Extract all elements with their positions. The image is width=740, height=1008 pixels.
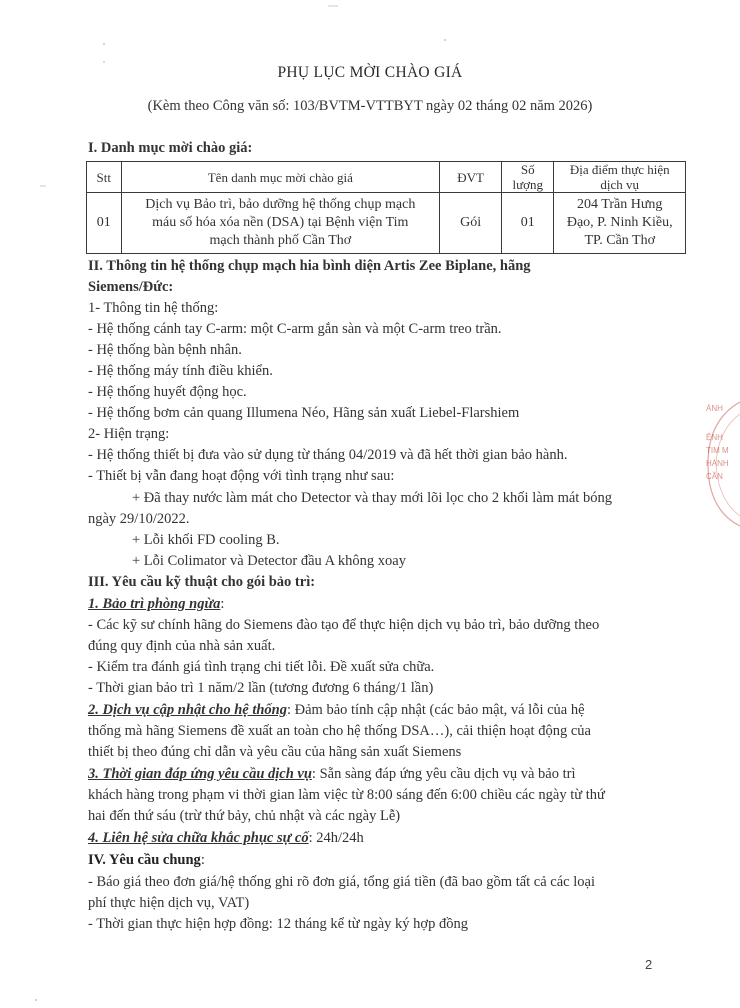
col-location-line1: Địa điểm thực hiện (569, 162, 670, 177)
col-stt: Stt (87, 162, 122, 193)
cell-unit: Gói (440, 193, 502, 254)
stamp-text: ẢNH (706, 404, 723, 413)
cell-location-line3: TP. Cần Thơ (584, 233, 655, 248)
list-item: - Các kỹ sư chính hãng do Siemens đào tạo để thực hiện dịch vụ bảo trì, bảo dưỡng theo (88, 617, 600, 633)
cell-location-line1: 204 Trần Hưng (577, 197, 663, 212)
section3-heading: III. Yêu cầu kỹ thuật cho gói bảo trì: (88, 574, 316, 590)
p3-text-line: hai đến thứ sáu (trừ thứ bảy, chủ nhật và các ngày Lễ) (88, 808, 401, 824)
cell-location-line2: Đạo, P. Ninh Kiều, (566, 215, 673, 230)
section1-heading: I. Danh mục mời chào giá: (88, 140, 253, 156)
list-item: - Báo giá theo đơn giá/hệ thống ghi rõ đơn giá, tổng giá tiền (đã bao gồm tất cả các loại (88, 874, 595, 890)
detail-line: + Lỗi Colimator và Detector đầu A không xoay (132, 553, 406, 569)
detail-line: ngày 29/10/2022. (88, 511, 190, 527)
p2-text: : Đảm bảo tính cập nhật (các bảo mật, vá lỗi của hệ (287, 702, 585, 718)
list-item: - Hệ thống huyết động học. (88, 384, 247, 400)
stamp-text: TIM M (706, 446, 729, 455)
document-subtitle: (Kèm theo Công văn số: 103/BVTM-VTTBYT ngày 02 tháng 02 năm 2026) (147, 98, 593, 114)
detail-line: + Lỗi khối FD cooling B. (132, 532, 280, 548)
p3-title: 3. Thời gian đáp ứng yêu cầu dịch vụ (88, 766, 312, 782)
stamp-text: ỆNH (706, 433, 723, 442)
col-location-line2: dịch vụ (600, 177, 640, 192)
list-item: đúng quy định của nhà sản xuất. (88, 638, 276, 654)
stamp-text: CẦN (706, 472, 723, 481)
status-line: - Hệ thống thiết bị đưa vào sử dụng từ tháng 04/2019 và đã hết thời gian bảo hành. (88, 447, 568, 463)
p4-text: : 24h/24h (308, 830, 364, 846)
status-line: - Thiết bị vẫn đang hoạt động với tình trạng như sau: (88, 468, 395, 484)
p4-title: 4. Liên hệ sửa chữa khắc phục sự cố (88, 830, 309, 846)
list-item: - Thời gian thực hiện hợp đồng: 12 tháng kể từ ngày ký hợp đồng (88, 916, 468, 932)
list-item: - Kiểm tra đánh giá tình trạng chi tiết lỗi. Đề xuất sửa chữa. (88, 659, 435, 675)
section4-colon: : (200, 852, 205, 868)
col-name: Tên danh mục mời chào giá (121, 162, 440, 193)
p2-text-line: thiết bị theo đúng chỉ dẫn và yêu cầu của hãng sản xuất Siemens (88, 744, 462, 760)
section2-heading-line2: Siemens/Đức: (88, 279, 174, 295)
p1-title: 1. Bảo trì phòng ngừa (88, 596, 221, 612)
list-item: phí thực hiện dịch vụ, VAT) (88, 895, 250, 911)
p3-text-line: khách hàng trong phạm vi thời gian làm việc từ 8:00 sáng đến 6:00 chiều các ngày từ thứ (88, 787, 605, 803)
cell-name-line1: Dịch vụ Bảo trì, bảo dưỡng hệ thống chụp mạch (145, 197, 416, 212)
cell-qty: 01 (502, 193, 554, 254)
list-item: - Hệ thống cánh tay C-arm: một C-arm gắn sàn và một C-arm treo trần. (88, 321, 502, 337)
list-item: - Hệ thống máy tính điều khiển. (88, 363, 273, 379)
p2-title: 2. Dịch vụ cập nhật cho hệ thống (88, 702, 287, 718)
list-item: - Thời gian bảo trì 1 năm/2 lần (tương đương 6 tháng/1 lần) (88, 680, 434, 696)
cell-stt: 01 (87, 193, 122, 254)
list-item: - Hệ thống bàn bệnh nhân. (88, 342, 242, 358)
section4-heading: IV. Yêu cầu chung (88, 852, 201, 868)
list-item: - Hệ thống bơm cản quang Illumena Néo, Hãng sản xuất Liebel-Flarshiem (88, 405, 520, 421)
p2-text-line: thống mà hãng Siemens đề xuất an toàn cho hệ thống DSA…), cải thiện hoạt động của (88, 723, 591, 739)
document-title: PHỤ LỤC MỜI CHÀO GIÁ (277, 64, 463, 81)
page-number: 2 (645, 957, 653, 972)
detail-line: + Đã thay nước làm mát cho Detector và thay mới lõi lọc cho 2 khối làm mát bóng (132, 490, 612, 506)
col-qty-line1: Số (520, 162, 535, 177)
col-unit: ĐVT (440, 162, 502, 193)
p1-colon: : (220, 596, 225, 612)
section2-sub2: 2- Hiện trạng: (88, 426, 170, 442)
col-qty-line2: lượng (512, 177, 544, 192)
cell-name-line3: mạch thành phố Cần Thơ (209, 233, 352, 248)
p3-text: : Sẵn sàng đáp ứng yêu cầu dịch vụ và bảo trì (311, 766, 576, 782)
cell-name-line2: máu số hóa xóa nền (DSA) tại Bệnh viện Tim (152, 215, 409, 230)
section2-sub1: 1- Thông tin hệ thống: (88, 300, 219, 316)
section2-heading-line1: II. Thông tin hệ thống chụp mạch hia bình diện Artis Zee Biplane, hãng (88, 258, 531, 274)
stamp-text: HÀNH (706, 459, 729, 468)
